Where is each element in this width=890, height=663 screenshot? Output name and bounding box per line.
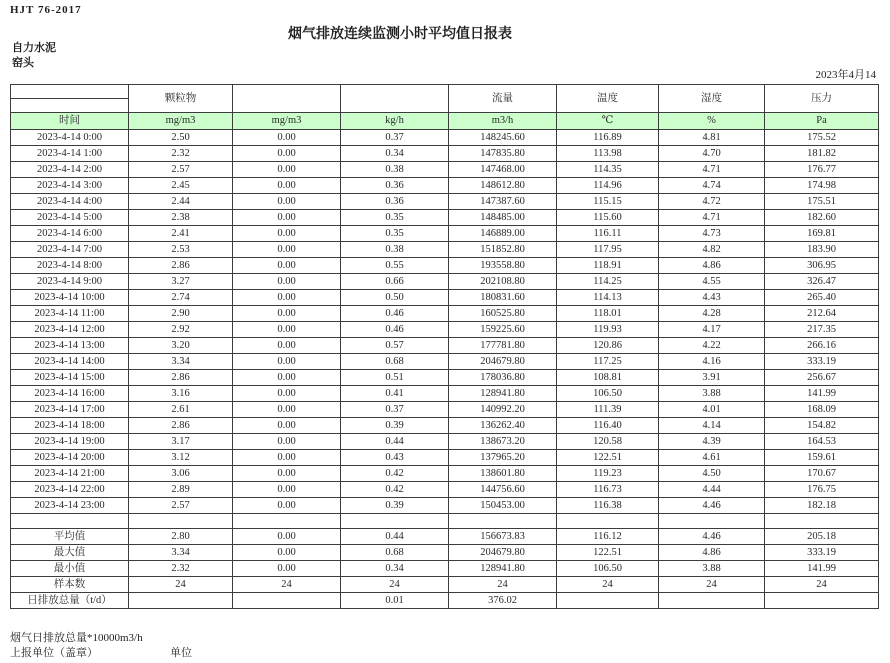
cell-pm-kgh: 0.35 — [341, 210, 449, 226]
cell-flow: 148485.00 — [449, 210, 557, 226]
cell-time: 2023-4-14 15:00 — [11, 370, 129, 386]
cell-temperature: 115.15 — [557, 194, 659, 210]
unit-label: 单位 — [170, 647, 192, 659]
cell-time: 2023-4-14 9:00 — [11, 274, 129, 290]
cell-time: 2023-4-14 2:00 — [11, 162, 129, 178]
cell-pm2-mgm3: 0.00 — [233, 418, 341, 434]
cell-pressure: 266.16 — [765, 338, 879, 354]
cell-pm2-mgm3: 0.00 — [233, 274, 341, 290]
cell-pm-mgm3: 2.92 — [129, 322, 233, 338]
summary-pressure: 24 — [765, 577, 879, 593]
table-row — [11, 274, 879, 290]
table-row — [11, 194, 879, 210]
cell-humidity: 3.91 — [659, 370, 765, 386]
summary-pm-mgm3: 2.80 — [129, 529, 233, 545]
cell-pm-kgh: 0.39 — [341, 498, 449, 514]
cell-temperature: 116.38 — [557, 498, 659, 514]
cell-pm2-mgm3: 0.00 — [233, 306, 341, 322]
cell-pm2-mgm3: 0.00 — [233, 434, 341, 450]
cell-pm2-mgm3: 0.00 — [233, 242, 341, 258]
cell-humidity: 4.14 — [659, 418, 765, 434]
summary-row — [11, 577, 879, 593]
cell-pm2-mgm3: 0.00 — [233, 130, 341, 146]
cell-pm2-mgm3: 0.00 — [233, 162, 341, 178]
cell-pm-kgh: 0.46 — [341, 306, 449, 322]
cell-pm-kgh: 0.51 — [341, 370, 449, 386]
cell-flow: 146889.00 — [449, 226, 557, 242]
table-row — [11, 418, 879, 434]
summary-pm2-mgm3: 0.00 — [233, 545, 341, 561]
cell-flow: 138673.20 — [449, 434, 557, 450]
doc-code: HJT 76-2017 — [10, 4, 82, 16]
header-spacer-bottom — [11, 99, 129, 113]
group-header-empty-2 — [341, 85, 449, 113]
cell-pm-mgm3: 2.44 — [129, 194, 233, 210]
cell-flow: 138601.80 — [449, 466, 557, 482]
cell-flow: 144756.60 — [449, 482, 557, 498]
summary-pm-kgh: 0.44 — [341, 529, 449, 545]
cell-pm-kgh: 0.55 — [341, 258, 449, 274]
cell-time: 2023-4-14 23:00 — [11, 498, 129, 514]
cell-temperature: 113.98 — [557, 146, 659, 162]
table-row — [11, 162, 879, 178]
cell-temperature: 118.01 — [557, 306, 659, 322]
location-name: 窑头 — [12, 57, 34, 69]
summary-pm2-mgm3: 24 — [233, 577, 341, 593]
cell-flow: 178036.80 — [449, 370, 557, 386]
summary-pm2-mgm3: 0.00 — [233, 561, 341, 577]
cell-pm2-mgm3: 0.00 — [233, 226, 341, 242]
summary-label: 样本数 — [11, 577, 129, 593]
table-row — [11, 146, 879, 162]
empty-row — [11, 514, 879, 529]
cell-pm-kgh: 0.37 — [341, 402, 449, 418]
summary-flow: 156673.83 — [449, 529, 557, 545]
cell-humidity: 4.74 — [659, 178, 765, 194]
table-row — [11, 242, 879, 258]
cell-pm-kgh: 0.44 — [341, 434, 449, 450]
summary-flow: 376.02 — [449, 593, 557, 609]
cell-pm-kgh: 0.34 — [341, 146, 449, 162]
unit-header-row — [11, 113, 879, 130]
summary-humidity: 4.86 — [659, 545, 765, 561]
table-row — [11, 338, 879, 354]
cell-pm-kgh: 0.68 — [341, 354, 449, 370]
cell-pm-kgh: 0.50 — [341, 290, 449, 306]
cell-humidity: 4.82 — [659, 242, 765, 258]
gap-section — [11, 514, 879, 529]
group-header-empty-1 — [233, 85, 341, 113]
cell-pm2-mgm3: 0.00 — [233, 466, 341, 482]
summary-pm-kgh: 0.68 — [341, 545, 449, 561]
cell-pressure: 256.67 — [765, 370, 879, 386]
cell-pm-mgm3: 3.06 — [129, 466, 233, 482]
cell-temperature: 115.60 — [557, 210, 659, 226]
cell-temperature: 116.40 — [557, 418, 659, 434]
cell-pm2-mgm3: 0.00 — [233, 450, 341, 466]
cell-time: 2023-4-14 5:00 — [11, 210, 129, 226]
group-header-temperature: 温度 — [557, 85, 659, 113]
cell-time: 2023-4-14 11:00 — [11, 306, 129, 322]
cell-flow: 147387.60 — [449, 194, 557, 210]
footnote-total-emission: 烟气日排放总量*10000m3/h — [10, 632, 143, 644]
summary-row — [11, 545, 879, 561]
cell-pm-kgh: 0.37 — [341, 130, 449, 146]
cell-pm-mgm3: 2.90 — [129, 306, 233, 322]
cell-temperature: 117.25 — [557, 354, 659, 370]
table-row — [11, 290, 879, 306]
cell-flow: 151852.80 — [449, 242, 557, 258]
cell-flow: 147468.00 — [449, 162, 557, 178]
cell-humidity: 4.22 — [659, 338, 765, 354]
cell-flow: 137965.20 — [449, 450, 557, 466]
cell-pressure: 168.09 — [765, 402, 879, 418]
summary-humidity: 3.88 — [659, 561, 765, 577]
col-header-unit-percent: % — [659, 113, 765, 130]
summary-pressure: 205.18 — [765, 529, 879, 545]
cell-pm2-mgm3: 0.00 — [233, 498, 341, 514]
cell-pm2-mgm3: 0.00 — [233, 370, 341, 386]
cell-pm-mgm3: 2.89 — [129, 482, 233, 498]
cell-pm2-mgm3: 0.00 — [233, 146, 341, 162]
summary-pm-mgm3: 24 — [129, 577, 233, 593]
summary-temperature: 106.50 — [557, 561, 659, 577]
cell-pressure: 169.81 — [765, 226, 879, 242]
cell-pressure: 333.19 — [765, 354, 879, 370]
table-row — [11, 322, 879, 338]
cell-pm-mgm3: 2.38 — [129, 210, 233, 226]
summary-pressure: 141.99 — [765, 561, 879, 577]
table-row — [11, 466, 879, 482]
cell-pm2-mgm3: 0.00 — [233, 386, 341, 402]
cell-pm-mgm3: 2.57 — [129, 498, 233, 514]
cell-humidity: 4.61 — [659, 450, 765, 466]
cell-time: 2023-4-14 4:00 — [11, 194, 129, 210]
cell-pm-mgm3: 3.34 — [129, 354, 233, 370]
table-row — [11, 498, 879, 514]
summary-pm2-mgm3: 0.00 — [233, 529, 341, 545]
summary-flow: 128941.80 — [449, 561, 557, 577]
cell-pm-kgh: 0.39 — [341, 418, 449, 434]
cell-pm2-mgm3: 0.00 — [233, 354, 341, 370]
cell-pressure: 217.35 — [765, 322, 879, 338]
group-header-humidity: 湿度 — [659, 85, 765, 113]
cell-pm-mgm3: 2.45 — [129, 178, 233, 194]
group-header-pressure: 压力 — [765, 85, 879, 113]
cell-temperature: 122.51 — [557, 450, 659, 466]
col-header-unit-mgm3-2: mg/m3 — [233, 113, 341, 130]
cell-flow: 177781.80 — [449, 338, 557, 354]
summary-row — [11, 529, 879, 545]
col-header-unit-pa: Pa — [765, 113, 879, 130]
cell-pressure: 176.77 — [765, 162, 879, 178]
summary-pressure: 333.19 — [765, 545, 879, 561]
cell-pm-mgm3: 3.17 — [129, 434, 233, 450]
cell-pm-kgh: 0.57 — [341, 338, 449, 354]
col-header-unit-celsius: ℃ — [557, 113, 659, 130]
data-rows — [11, 130, 879, 514]
table-row — [11, 434, 879, 450]
cell-time: 2023-4-14 18:00 — [11, 418, 129, 434]
cell-flow: 147835.80 — [449, 146, 557, 162]
summary-label: 最小值 — [11, 561, 129, 577]
cell-pm-mgm3: 2.32 — [129, 146, 233, 162]
cell-humidity: 4.70 — [659, 146, 765, 162]
company-name: 自力水泥 — [12, 42, 56, 54]
summary-pm-kgh: 0.34 — [341, 561, 449, 577]
cell-time: 2023-4-14 3:00 — [11, 178, 129, 194]
cell-flow: 136262.40 — [449, 418, 557, 434]
cell-pm-mgm3: 2.86 — [129, 370, 233, 386]
cell-flow: 160525.80 — [449, 306, 557, 322]
report-date: 2023年4月14 — [815, 69, 876, 81]
cell-humidity: 4.50 — [659, 466, 765, 482]
cell-time: 2023-4-14 7:00 — [11, 242, 129, 258]
cell-pm-mgm3: 3.20 — [129, 338, 233, 354]
header-spacer-top — [11, 85, 129, 99]
cell-time: 2023-4-14 16:00 — [11, 386, 129, 402]
cell-temperature: 117.95 — [557, 242, 659, 258]
cell-pm-mgm3: 3.27 — [129, 274, 233, 290]
cell-humidity: 4.86 — [659, 258, 765, 274]
cell-humidity: 4.71 — [659, 210, 765, 226]
cell-flow: 128941.80 — [449, 386, 557, 402]
cell-pressure: 141.99 — [765, 386, 879, 402]
cell-temperature: 116.89 — [557, 130, 659, 146]
cell-temperature: 118.91 — [557, 258, 659, 274]
col-header-unit-kgh: kg/h — [341, 113, 449, 130]
summary-pm2-mgm3 — [233, 593, 341, 609]
table-row — [11, 402, 879, 418]
summary-pressure — [765, 593, 879, 609]
cell-time: 2023-4-14 21:00 — [11, 466, 129, 482]
cell-pm-kgh: 0.38 — [341, 162, 449, 178]
summary-temperature: 24 — [557, 577, 659, 593]
summary-humidity: 24 — [659, 577, 765, 593]
report-table — [10, 84, 879, 609]
cell-flow: 180831.60 — [449, 290, 557, 306]
cell-temperature: 119.23 — [557, 466, 659, 482]
cell-pressure: 159.61 — [765, 450, 879, 466]
cell-humidity: 4.72 — [659, 194, 765, 210]
summary-pm-kgh: 0.01 — [341, 593, 449, 609]
cell-pressure: 154.82 — [765, 418, 879, 434]
cell-humidity: 4.39 — [659, 434, 765, 450]
group-header-row — [11, 85, 879, 99]
cell-flow: 140992.20 — [449, 402, 557, 418]
cell-time: 2023-4-14 8:00 — [11, 258, 129, 274]
summary-temperature: 116.12 — [557, 529, 659, 545]
cell-pm-mgm3: 2.86 — [129, 258, 233, 274]
cell-pm2-mgm3: 0.00 — [233, 402, 341, 418]
cell-humidity: 4.43 — [659, 290, 765, 306]
cell-flow: 159225.60 — [449, 322, 557, 338]
cell-temperature: 114.96 — [557, 178, 659, 194]
summary-pm-kgh: 24 — [341, 577, 449, 593]
cell-time: 2023-4-14 19:00 — [11, 434, 129, 450]
cell-pm2-mgm3: 0.00 — [233, 194, 341, 210]
cell-pm2-mgm3: 0.00 — [233, 482, 341, 498]
table-row — [11, 258, 879, 274]
cell-pressure: 175.51 — [765, 194, 879, 210]
cell-pm-kgh: 0.46 — [341, 322, 449, 338]
cell-temperature: 114.25 — [557, 274, 659, 290]
cell-pm-mgm3: 2.50 — [129, 130, 233, 146]
summary-rows — [11, 529, 879, 609]
cell-pressure: 164.53 — [765, 434, 879, 450]
cell-pm2-mgm3: 0.00 — [233, 178, 341, 194]
cell-time: 2023-4-14 0:00 — [11, 130, 129, 146]
cell-pm-mgm3: 2.74 — [129, 290, 233, 306]
table-row — [11, 386, 879, 402]
summary-row — [11, 561, 879, 577]
summary-label: 平均值 — [11, 529, 129, 545]
cell-pm2-mgm3: 0.00 — [233, 210, 341, 226]
cell-temperature: 108.81 — [557, 370, 659, 386]
table-row — [11, 482, 879, 498]
cell-humidity: 4.16 — [659, 354, 765, 370]
cell-pm-mgm3: 2.53 — [129, 242, 233, 258]
cell-flow: 204679.80 — [449, 354, 557, 370]
table-row — [11, 210, 879, 226]
group-header-flow: 流量 — [449, 85, 557, 113]
cell-pm-mgm3: 3.12 — [129, 450, 233, 466]
summary-flow: 24 — [449, 577, 557, 593]
cell-pressure: 306.95 — [765, 258, 879, 274]
cell-time: 2023-4-14 13:00 — [11, 338, 129, 354]
cell-pressure: 170.67 — [765, 466, 879, 482]
cell-flow: 202108.80 — [449, 274, 557, 290]
cell-temperature: 106.50 — [557, 386, 659, 402]
cell-time: 2023-4-14 22:00 — [11, 482, 129, 498]
cell-pm-kgh: 0.36 — [341, 178, 449, 194]
cell-temperature: 114.35 — [557, 162, 659, 178]
table-row — [11, 354, 879, 370]
cell-humidity: 4.71 — [659, 162, 765, 178]
cell-temperature: 120.58 — [557, 434, 659, 450]
col-header-unit-mgm3-1: mg/m3 — [129, 113, 233, 130]
page-title: 烟气排放连续监测小时平均值日报表 — [288, 27, 512, 42]
cell-flow: 150453.00 — [449, 498, 557, 514]
table-row — [11, 226, 879, 242]
cell-time: 2023-4-14 14:00 — [11, 354, 129, 370]
table-row — [11, 370, 879, 386]
summary-humidity — [659, 593, 765, 609]
cell-humidity: 4.17 — [659, 322, 765, 338]
cell-flow: 193558.80 — [449, 258, 557, 274]
cell-pm-mgm3: 2.41 — [129, 226, 233, 242]
cell-pressure: 182.18 — [765, 498, 879, 514]
summary-pm-mgm3 — [129, 593, 233, 609]
cell-pressure: 326.47 — [765, 274, 879, 290]
cell-pm-kgh: 0.42 — [341, 482, 449, 498]
summary-pm-mgm3: 2.32 — [129, 561, 233, 577]
cell-pm-kgh: 0.43 — [341, 450, 449, 466]
cell-time: 2023-4-14 6:00 — [11, 226, 129, 242]
cell-temperature: 111.39 — [557, 402, 659, 418]
cell-pm2-mgm3: 0.00 — [233, 258, 341, 274]
cell-pm-kgh: 0.41 — [341, 386, 449, 402]
cell-pressure: 212.64 — [765, 306, 879, 322]
cell-pm2-mgm3: 0.00 — [233, 322, 341, 338]
summary-flow: 204679.80 — [449, 545, 557, 561]
cell-pressure: 182.60 — [765, 210, 879, 226]
cell-pm-mgm3: 3.16 — [129, 386, 233, 402]
cell-humidity: 4.01 — [659, 402, 765, 418]
reporting-unit-label: 上报单位（盖章） — [10, 647, 98, 659]
cell-temperature: 120.86 — [557, 338, 659, 354]
cell-pressure: 183.90 — [765, 242, 879, 258]
cell-pm-kgh: 0.66 — [341, 274, 449, 290]
cell-humidity: 3.88 — [659, 386, 765, 402]
cell-humidity: 4.44 — [659, 482, 765, 498]
cell-pm-kgh: 0.42 — [341, 466, 449, 482]
summary-temperature — [557, 593, 659, 609]
col-header-time: 时间 — [11, 113, 129, 130]
cell-temperature: 116.73 — [557, 482, 659, 498]
summary-row — [11, 593, 879, 609]
summary-label: 最大值 — [11, 545, 129, 561]
cell-pressure: 181.82 — [765, 146, 879, 162]
cell-flow: 148245.60 — [449, 130, 557, 146]
cell-humidity: 4.73 — [659, 226, 765, 242]
cell-time: 2023-4-14 10:00 — [11, 290, 129, 306]
cell-humidity: 4.55 — [659, 274, 765, 290]
table-row — [11, 178, 879, 194]
table-row — [11, 130, 879, 146]
cell-pressure: 174.98 — [765, 178, 879, 194]
cell-pm-kgh: 0.38 — [341, 242, 449, 258]
cell-flow: 148612.80 — [449, 178, 557, 194]
cell-time: 2023-4-14 1:00 — [11, 146, 129, 162]
cell-pm-kgh: 0.35 — [341, 226, 449, 242]
cell-time: 2023-4-14 17:00 — [11, 402, 129, 418]
cell-humidity: 4.46 — [659, 498, 765, 514]
col-header-unit-m3h: m3/h — [449, 113, 557, 130]
cell-pressure: 265.40 — [765, 290, 879, 306]
summary-pm-mgm3: 3.34 — [129, 545, 233, 561]
cell-humidity: 4.28 — [659, 306, 765, 322]
cell-temperature: 114.13 — [557, 290, 659, 306]
cell-time: 2023-4-14 20:00 — [11, 450, 129, 466]
cell-pm-kgh: 0.36 — [341, 194, 449, 210]
cell-humidity: 4.81 — [659, 130, 765, 146]
group-header-particulate: 颗粒物 — [129, 85, 233, 113]
table-row — [11, 306, 879, 322]
cell-pressure: 175.52 — [765, 130, 879, 146]
table-row — [11, 450, 879, 466]
summary-temperature: 122.51 — [557, 545, 659, 561]
cell-temperature: 116.11 — [557, 226, 659, 242]
cell-time: 2023-4-14 12:00 — [11, 322, 129, 338]
cell-pm2-mgm3: 0.00 — [233, 338, 341, 354]
cell-pm-mgm3: 2.57 — [129, 162, 233, 178]
cell-temperature: 119.93 — [557, 322, 659, 338]
summary-humidity: 4.46 — [659, 529, 765, 545]
cell-pm-mgm3: 2.86 — [129, 418, 233, 434]
cell-pressure: 176.75 — [765, 482, 879, 498]
cell-pm2-mgm3: 0.00 — [233, 290, 341, 306]
header-band — [11, 85, 879, 130]
cell-pm-mgm3: 2.61 — [129, 402, 233, 418]
summary-label: 日排放总量（t/d） — [11, 593, 129, 609]
